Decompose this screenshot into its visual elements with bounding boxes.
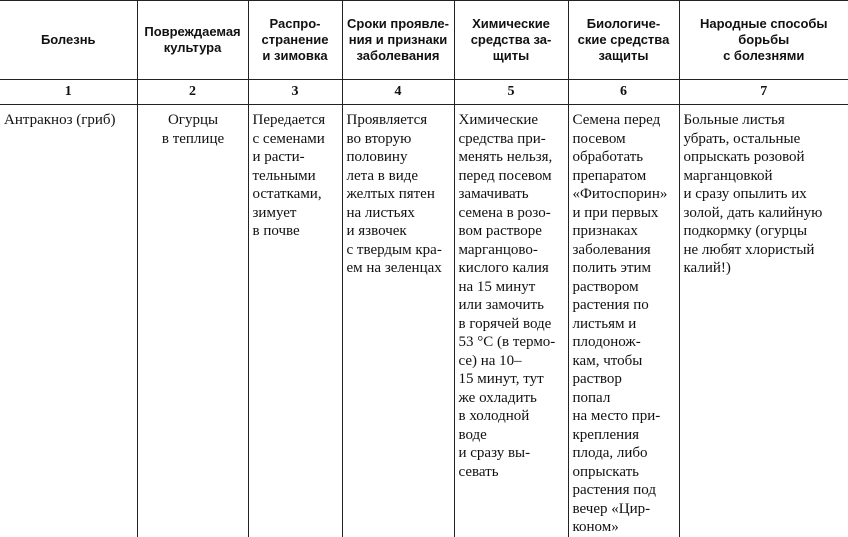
cell-disease: Антракноз (гриб) <box>0 105 137 537</box>
column-number: 7 <box>679 80 848 105</box>
header-crop: Повреждаемая культура <box>137 1 248 80</box>
column-number: 5 <box>454 80 568 105</box>
column-number: 4 <box>342 80 454 105</box>
cell-spread: Передается с семенами и расти- тельными остатками, зимует в почве <box>248 105 342 537</box>
cell-symptoms: Проявляется во вторую половину лета в виде желтых пятен на листьях и язвочек с твердым кра- ем на зеленцах <box>342 105 454 537</box>
header-folk: Народные способы борьбы с болезнями <box>679 1 848 80</box>
column-number: 6 <box>568 80 679 105</box>
column-number: 2 <box>137 80 248 105</box>
header-symptoms: Сроки проявле- ния и признаки заболевания <box>342 1 454 80</box>
cell-chemical: Химические средства при- менять нельзя, перед посевом замачивать семена в розо- вом растворе марганцово- кислого калия на 15 минут или замочить в горячей воде 53 °С (в термо- се) на 10– 15 минут, тут же охладить в холодной воде и сразу вы- севать <box>454 105 568 537</box>
table-row <box>0 105 848 537</box>
header-disease: Болезнь <box>0 1 137 80</box>
cell-folk: Больные листья убрать, остальные опрыскать розовой марганцовкой и сразу опылить их золой, дать калийную подкормку (огурцы не любят хлористый калий!) <box>679 105 848 537</box>
header-biological: Биологиче- ские средства защиты <box>568 1 679 80</box>
cell-crop: Огурцы в теплице <box>137 105 248 537</box>
number-row <box>0 80 848 105</box>
column-number: 3 <box>248 80 342 105</box>
header-spread: Распро- странение и зимовка <box>248 1 342 80</box>
column-number: 1 <box>0 80 137 105</box>
header-chemical: Химические средства за- щиты <box>454 1 568 80</box>
header-row <box>0 1 848 80</box>
cell-biological: Семена перед посевом обработать препаратом «Фитоспорин» и при первых признаках заболевания полить этим раствором растения по листьям и плодонож- кам, чтобы раствор попал на место при- крепления плода, либо опрыскать растения под вечер «Цир- коном» <box>568 105 679 537</box>
